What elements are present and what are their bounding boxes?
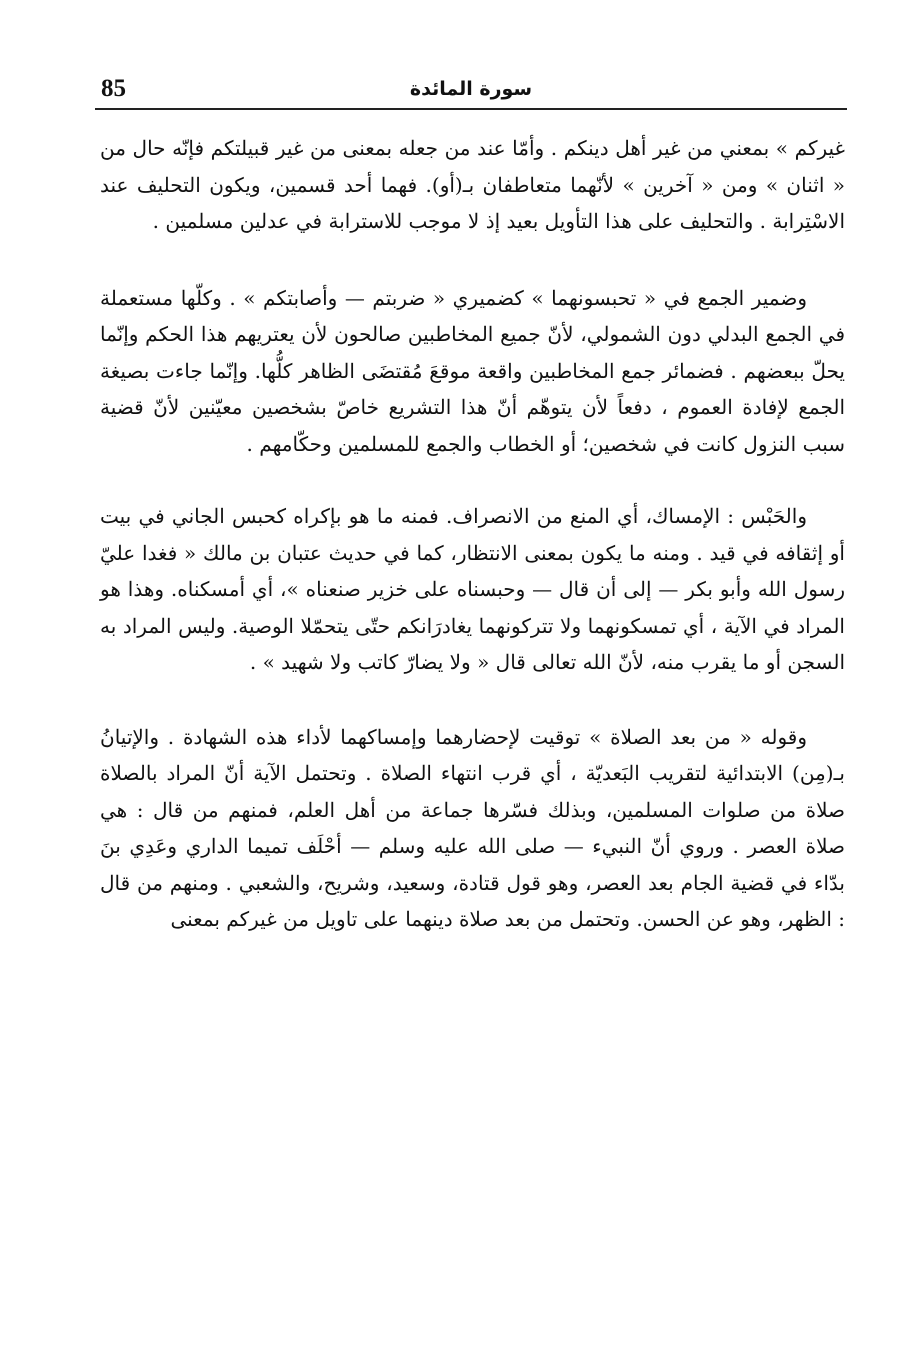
running-title: سورة المائدة bbox=[409, 78, 533, 100]
paragraph bbox=[100, 498, 845, 681]
paragraph-text: والحَبْس : الإمساك، أي المنع من الانصراف. فمنه ما هو بإكراه كحبس الجاني في بيت أو إثقافه في قيد . ومنه ما يكون بمعنى الانتظار، كما في حديث عتبان بن مالك « فغدا عليّ رسول الله وأبو بكر — إلى أن قال — وحبسناه على خزير صنعناه »، أي أمسكناه. وهذا هو المراد في الآية ، أي تمسكونهما ولا تتركونهما يغادرَانكم حتّى يتحمّلا الوصية. وليس المراد به السجن أو ما يقرب منه، لأنّ الله تعالى قال « ولا يضارّ كاتب ولا شهيد » . bbox=[100, 504, 845, 674]
header-divider bbox=[95, 108, 847, 110]
page-header bbox=[95, 72, 847, 110]
body-text bbox=[100, 130, 845, 938]
paragraph-text: غيركم » بمعني من غير أهل دينكم . وأمّا عند من جعله بمعنى من غير قبيلتكم فإنّه حال من « اثنان » ومن « آخرين » لأنّهما متعاطفان بـ(أو). فهما أحد قسمين، ويكون التحليف عند الاسْتِرابة . والتحليف على هذا التأويل بعيد إذ لا موجب للاسترابة في عدلين مسلمين . bbox=[100, 136, 845, 233]
paragraph-text: وقوله « من بعد الصلاة » توقيت لإحضارهما وإمساكهما لأداء هذه الشهادة . والإتيانُ بـ(مِن) الابتدائية لتقريب البَعديّة ، أي قرب انتهاء الصلاة . وتحتمل الآية أنّ المراد بالصلاة صلاة من صلوات المسلمين، وبذلك فسّرها جماعة من أهل العلم، فمنهم من قال : هي صلاة العصر . وروي أنّ النبيء — صلى الله عليه وسلم — أحْلَف تميما الداري وعَدِي بنَ بدّاء في قضية الجام بعد العصر، وهو قول قتادة، وسعيد، وشريح، والشعبي . ومنهم من قال : الظهر، وهو عن الحسن. وتحتمل من بعد صلاة دينهما على تاويل من غيركم بمعنى bbox=[100, 724, 845, 931]
paragraph-text: وضمير الجمع في « تحبسونهما » كضميري « ضربتم — وأصابتكم » . وكلّها مستعملة في الجمع البدلي دون الشمولي، لأنّ جميع المخاطبين صالحون لأن يعتريهم هذا الحكم وإنّما يحلّ ببعضهم . فضمائر جمع المخاطبين واقعة موقعَ مُقتضَى الظاهر كلُّها. وإنّما جاءت بصيغة الجمع لإفادة العموم ، دفعاً لأن يتوهّم أنّ هذا التشريع خاصّ بشخصين معيّنين لأنّ قضية سبب النزول كانت في شخصين؛ أو الخطاب والجمع للمسلمين وحكّامهم . bbox=[100, 285, 845, 456]
paragraph bbox=[100, 130, 845, 240]
paragraph bbox=[100, 280, 845, 463]
paragraph bbox=[100, 719, 845, 938]
page-number: 85 bbox=[101, 75, 126, 102]
